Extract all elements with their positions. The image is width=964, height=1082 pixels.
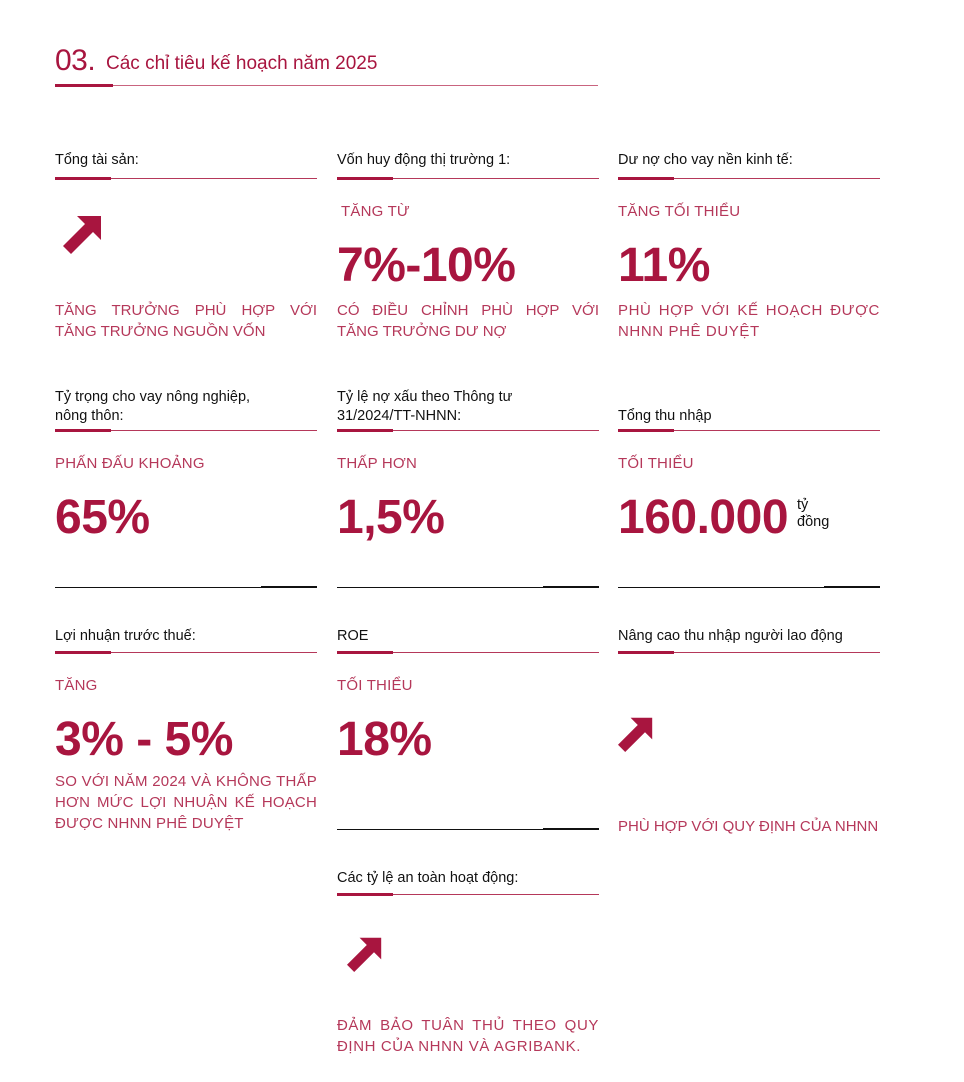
- card-safety-ratios: [337, 870, 599, 1060]
- card-roe: [337, 628, 599, 834]
- label-rule-accent: [337, 177, 393, 180]
- section-number: 03.: [55, 44, 96, 77]
- label-rule-accent: [337, 429, 393, 432]
- card-value: 65%: [55, 491, 150, 544]
- card-employee-income: [618, 628, 880, 838]
- card-description: PHÙ HỢP VỚI QUY ĐỊNH CỦA NHNN: [618, 818, 879, 835]
- card-value: 11%: [618, 239, 710, 292]
- card-label: Vốn huy động thị trường 1:: [337, 152, 511, 168]
- card-label-line: 31/2024/TT-NHNN:: [337, 408, 462, 424]
- unit-line: đồng: [797, 514, 830, 530]
- card-unit: [797, 497, 829, 531]
- card-label: Nâng cao thu nhập người lao động: [618, 628, 843, 644]
- card-description: PHÙ HỢP VỚI KẾ HOẠCH ĐƯỢC NHNN PHÊ DUYỆT: [618, 302, 880, 340]
- card-value: 160.000: [618, 491, 789, 544]
- card-description: SO VỚI NĂM 2024 VÀ KHÔNG THẤP HƠN MỨC LỢI NHUẬN KẾ HOẠCH ĐƯỢC NHNN PHÊ DUYỆT: [55, 773, 317, 832]
- header-rule-accent: [55, 84, 113, 87]
- unit-line: tỷ: [797, 497, 809, 513]
- label-rule-accent: [337, 651, 393, 654]
- card-subtitle: THẤP HƠN: [337, 455, 418, 472]
- arrow-up-right-icon: [347, 936, 383, 972]
- arrow-up-right-icon: [618, 716, 654, 752]
- card-total-income: [618, 384, 880, 590]
- card-label: Dư nợ cho vay nền kinh tế:: [618, 152, 793, 168]
- card-value: 1,5%: [337, 491, 445, 544]
- card-label: Tổng tài sản:: [55, 152, 139, 168]
- card-label-line: nông thôn:: [55, 408, 124, 424]
- label-rule-accent: [618, 651, 674, 654]
- bottom-rule-accent: [824, 586, 880, 588]
- label-rule-accent: [618, 429, 674, 432]
- label-rule-accent: [55, 429, 111, 432]
- card-subtitle: TĂNG TỪ: [341, 203, 410, 220]
- label-rule-accent: [618, 177, 674, 180]
- card-mobilized-capital: [337, 150, 599, 350]
- card-label: Các tỷ lệ an toàn hoạt động:: [337, 870, 519, 886]
- bottom-rule-accent: [543, 828, 599, 830]
- card-label-line: Tỷ lệ nợ xấu theo Thông tư: [337, 389, 513, 405]
- bottom-rule-accent: [261, 586, 317, 588]
- card-bad-debt-ratio: [337, 384, 599, 590]
- card-subtitle: TĂNG: [55, 677, 98, 694]
- label-rule-accent: [55, 177, 111, 180]
- label-rule-accent: [337, 893, 393, 896]
- card-label-line: Tỷ trọng cho vay nông nghiệp,: [55, 389, 251, 405]
- card-value: 18%: [337, 713, 432, 766]
- bottom-rule-accent: [543, 586, 599, 588]
- label-rule-accent: [55, 651, 111, 654]
- section-title: Các chỉ tiêu kế hoạch năm 2025: [106, 53, 378, 74]
- card-agri-loan-ratio: [55, 384, 317, 590]
- card-pretax-profit: [55, 628, 317, 838]
- card-subtitle: PHẤN ĐẤU KHOẢNG: [55, 455, 205, 472]
- card-label: Tổng thu nhập: [618, 408, 712, 424]
- card-label: [55, 388, 317, 426]
- card-description: CÓ ĐIỀU CHỈNH PHÙ HỢP VỚI TĂNG TRƯỞNG DƯ NỢ: [337, 302, 599, 340]
- card-subtitle: TỐI THIỂU: [618, 455, 694, 472]
- section-header: [55, 44, 598, 88]
- card-label: Lợi nhuận trước thuế:: [55, 628, 196, 644]
- card-label: [337, 388, 599, 426]
- arrow-up-right-icon: [63, 214, 103, 254]
- card-description: TĂNG TRƯỞNG PHÙ HỢP VỚI TĂNG TRƯỞNG NGUỒN VỐN: [55, 302, 317, 340]
- card-value: 7%-10%: [337, 239, 516, 292]
- card-total-assets: [55, 150, 317, 350]
- card-label: ROE: [337, 628, 369, 644]
- card-subtitle: TỐI THIỂU: [337, 677, 413, 694]
- header-rule: [55, 85, 598, 86]
- card-loans-outstanding: [618, 150, 880, 350]
- card-value: 3% - 5%: [55, 713, 233, 766]
- card-subtitle: TĂNG TỐI THIỂU: [618, 203, 741, 220]
- card-description: ĐẢM BẢO TUÂN THỦ THEO QUY ĐỊNH CỦA NHNN VÀ AGRIBANK.: [337, 1017, 599, 1055]
